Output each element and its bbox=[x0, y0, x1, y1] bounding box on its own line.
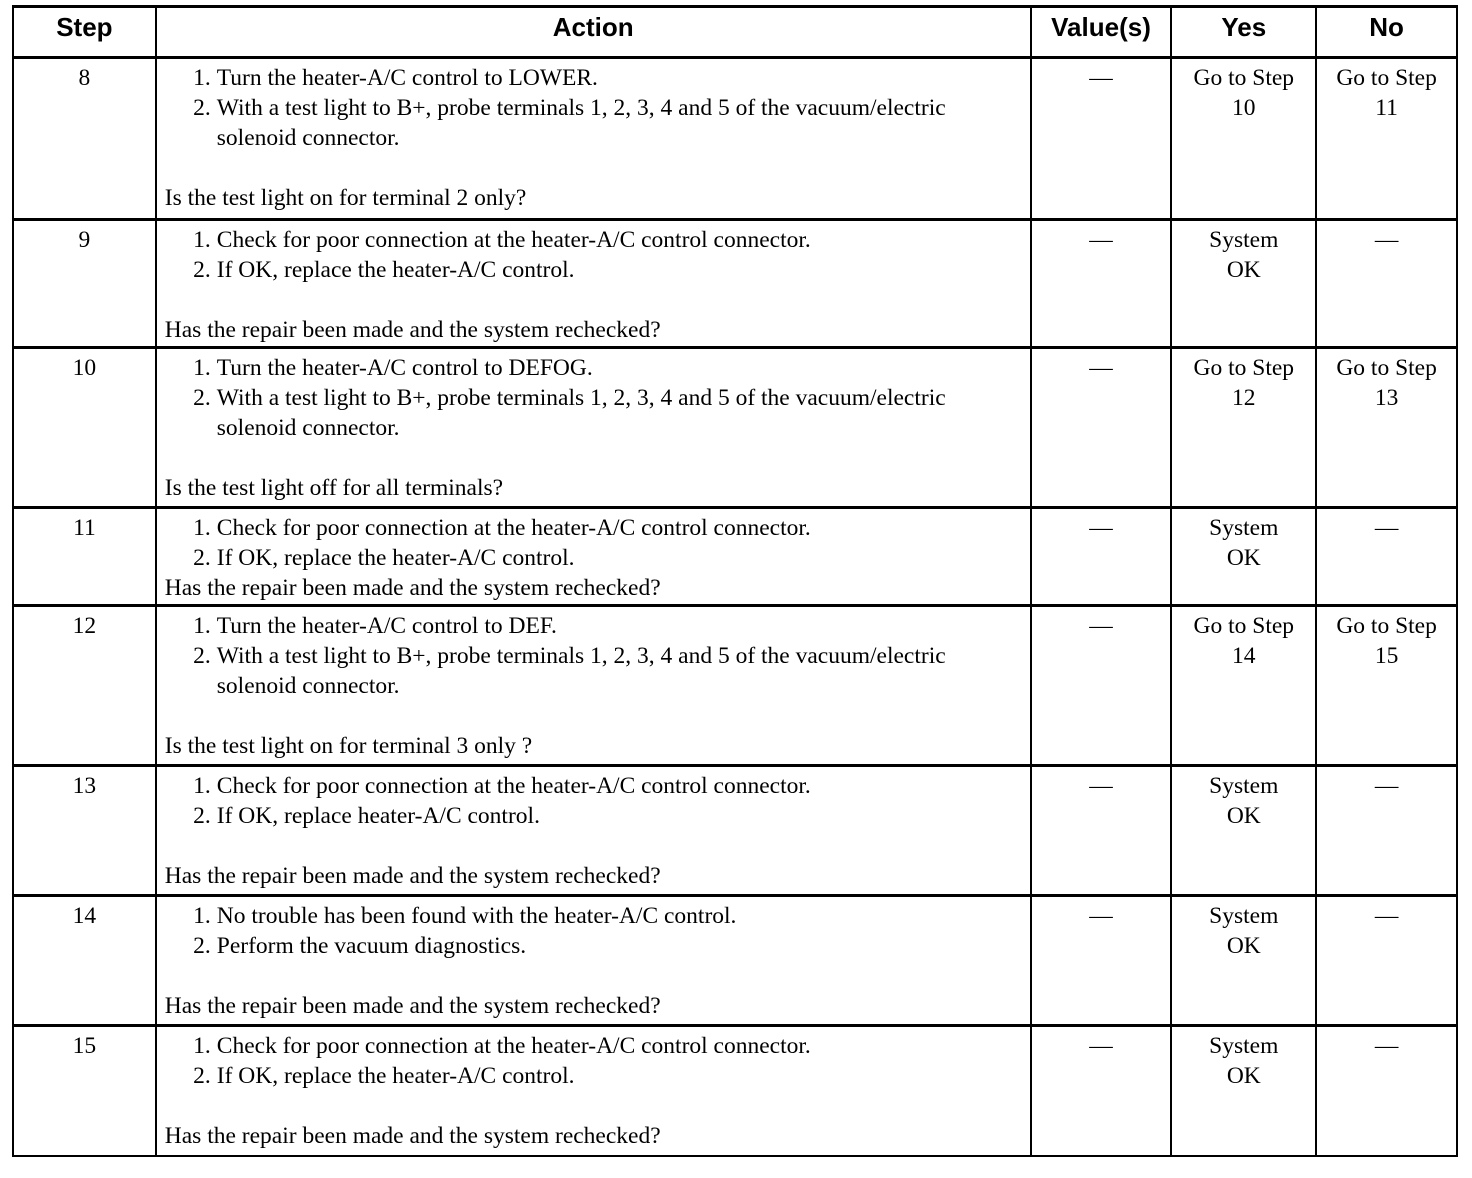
no-result: Go to Step 13 bbox=[1316, 348, 1457, 508]
action-cell bbox=[156, 766, 1031, 896]
yes-result: System OK bbox=[1171, 1026, 1316, 1156]
action-step bbox=[165, 63, 1022, 93]
value-cell: — bbox=[1031, 766, 1172, 896]
table-row bbox=[13, 1026, 1457, 1156]
action-cell bbox=[156, 508, 1031, 606]
action-step-text: If OK, replace the heater-A/C control. bbox=[216, 1063, 575, 1089]
action-step bbox=[165, 771, 1022, 801]
no-result: — bbox=[1316, 220, 1457, 348]
action-steps-list bbox=[165, 1031, 1022, 1091]
action-step bbox=[165, 513, 1022, 543]
action-question: Has the repair been made and the system rechecked? bbox=[164, 993, 661, 1019]
value-cell: — bbox=[1031, 348, 1172, 508]
action-step-number: 2. bbox=[193, 1063, 211, 1089]
action-question: Has the repair been made and the system rechecked? bbox=[164, 863, 661, 889]
action-step bbox=[165, 543, 1022, 573]
action-step-text: Check for poor connection at the heater-A/C control connector. bbox=[216, 227, 811, 253]
yes-result: Go to Step 14 bbox=[1171, 606, 1316, 766]
action-step-text: If OK, replace heater-A/C control. bbox=[216, 803, 540, 829]
action-question: Is the test light on for terminal 2 only? bbox=[164, 185, 527, 211]
action-question: Has the repair been made and the system rechecked? bbox=[164, 1123, 661, 1149]
action-step-text: No trouble has been found with the heater-A/C control. bbox=[216, 903, 737, 929]
action-steps-list bbox=[165, 513, 1022, 573]
action-step bbox=[165, 383, 1022, 443]
action-step bbox=[165, 353, 1022, 383]
action-steps-list bbox=[165, 901, 1022, 961]
yes-result: Go to Step 12 bbox=[1171, 348, 1316, 508]
diagnostic-table bbox=[12, 5, 1458, 1157]
action-cell bbox=[156, 1026, 1031, 1156]
no-result: — bbox=[1316, 766, 1457, 896]
action-step-text: Turn the heater-A/C control to DEFOG. bbox=[216, 355, 593, 381]
action-step-text: Check for poor connection at the heater-A/C control connector. bbox=[216, 515, 811, 541]
action-steps-list bbox=[165, 353, 1022, 443]
action-step-number: 2. bbox=[193, 933, 211, 959]
step-number: 12 bbox=[13, 606, 156, 766]
action-cell bbox=[156, 348, 1031, 508]
value-cell: — bbox=[1031, 58, 1172, 220]
action-step-number: 1. bbox=[193, 355, 211, 381]
table-row bbox=[13, 606, 1457, 766]
action-cell bbox=[156, 58, 1031, 220]
header-step: Step bbox=[13, 7, 156, 58]
action-step bbox=[165, 225, 1022, 255]
action-cell bbox=[156, 220, 1031, 348]
action-question: Has the repair been made and the system rechecked? bbox=[164, 575, 661, 601]
yes-result: System OK bbox=[1171, 766, 1316, 896]
action-step-text: Turn the heater-A/C control to DEF. bbox=[216, 613, 557, 639]
action-step-number: 2. bbox=[193, 95, 211, 121]
action-step-number: 2. bbox=[193, 643, 211, 669]
action-steps-list bbox=[165, 611, 1022, 701]
table-row bbox=[13, 220, 1457, 348]
action-step-text: Check for poor connection at the heater-A/C control connector. bbox=[216, 1033, 811, 1059]
step-number: 11 bbox=[13, 508, 156, 606]
table-row bbox=[13, 58, 1457, 220]
yes-result: System OK bbox=[1171, 508, 1316, 606]
value-cell: — bbox=[1031, 896, 1172, 1026]
no-result: — bbox=[1316, 508, 1457, 606]
no-result: — bbox=[1316, 896, 1457, 1026]
header-action: Action bbox=[156, 7, 1031, 58]
action-steps-list bbox=[165, 771, 1022, 831]
yes-result: Go to Step 10 bbox=[1171, 58, 1316, 220]
action-step bbox=[165, 611, 1022, 641]
action-step-text: If OK, replace the heater-A/C control. bbox=[216, 257, 575, 283]
value-cell: — bbox=[1031, 1026, 1172, 1156]
action-step-number: 1. bbox=[193, 613, 211, 639]
action-step-text: With a test light to B+, probe terminals 1, 2, 3, 4 and 5 of the vacuum/electric solenoid connector. bbox=[216, 95, 946, 151]
step-number: 13 bbox=[13, 766, 156, 896]
action-step-text: Perform the vacuum diagnostics. bbox=[216, 933, 527, 959]
action-step bbox=[165, 641, 1022, 701]
step-number: 9 bbox=[13, 220, 156, 348]
step-number: 15 bbox=[13, 1026, 156, 1156]
action-step bbox=[165, 931, 1022, 961]
action-step bbox=[165, 901, 1022, 931]
header-row bbox=[13, 7, 1457, 58]
action-step-number: 2. bbox=[193, 385, 211, 411]
action-step-number: 1. bbox=[193, 1033, 211, 1059]
header-no: No bbox=[1316, 7, 1457, 58]
action-step bbox=[165, 1061, 1022, 1091]
no-result: — bbox=[1316, 1026, 1457, 1156]
table-row bbox=[13, 896, 1457, 1026]
action-cell bbox=[156, 896, 1031, 1026]
action-step bbox=[165, 255, 1022, 285]
action-step-text: With a test light to B+, probe terminals 1, 2, 3, 4 and 5 of the vacuum/electric solenoid connector. bbox=[216, 385, 946, 441]
action-step-text: If OK, replace the heater-A/C control. bbox=[216, 545, 575, 571]
header-values: Value(s) bbox=[1031, 7, 1172, 58]
value-cell: — bbox=[1031, 606, 1172, 766]
action-step-number: 2. bbox=[193, 257, 211, 283]
action-step-text: With a test light to B+, probe terminals 1, 2, 3, 4 and 5 of the vacuum/electric solenoid connector. bbox=[216, 643, 946, 699]
action-question: Has the repair been made and the system rechecked? bbox=[164, 317, 661, 343]
step-number: 14 bbox=[13, 896, 156, 1026]
action-step-number: 2. bbox=[193, 803, 211, 829]
header-yes: Yes bbox=[1171, 7, 1316, 58]
table-row bbox=[13, 348, 1457, 508]
action-step-number: 1. bbox=[193, 773, 211, 799]
no-result: Go to Step 15 bbox=[1316, 606, 1457, 766]
table-row bbox=[13, 508, 1457, 606]
action-step-number: 2. bbox=[193, 545, 211, 571]
action-step-number: 1. bbox=[193, 903, 211, 929]
yes-result: System OK bbox=[1171, 220, 1316, 348]
value-cell: — bbox=[1031, 220, 1172, 348]
action-step-text: Turn the heater-A/C control to LOWER. bbox=[216, 65, 598, 91]
action-step bbox=[165, 93, 1022, 153]
yes-result: System OK bbox=[1171, 896, 1316, 1026]
action-step bbox=[165, 801, 1022, 831]
no-result: Go to Step 11 bbox=[1316, 58, 1457, 220]
action-step bbox=[165, 1031, 1022, 1061]
action-steps-list bbox=[165, 63, 1022, 153]
action-question: Is the test light on for terminal 3 only ? bbox=[164, 733, 533, 759]
action-step-number: 1. bbox=[193, 65, 211, 91]
value-cell: — bbox=[1031, 508, 1172, 606]
action-cell bbox=[156, 606, 1031, 766]
step-number: 8 bbox=[13, 58, 156, 220]
action-step-number: 1. bbox=[193, 515, 211, 541]
action-step-text: Check for poor connection at the heater-A/C control connector. bbox=[216, 773, 811, 799]
step-number: 10 bbox=[13, 348, 156, 508]
action-step-number: 1. bbox=[193, 227, 211, 253]
action-steps-list bbox=[165, 225, 1022, 285]
action-question: Is the test light off for all terminals? bbox=[164, 475, 504, 501]
table-row bbox=[13, 766, 1457, 896]
